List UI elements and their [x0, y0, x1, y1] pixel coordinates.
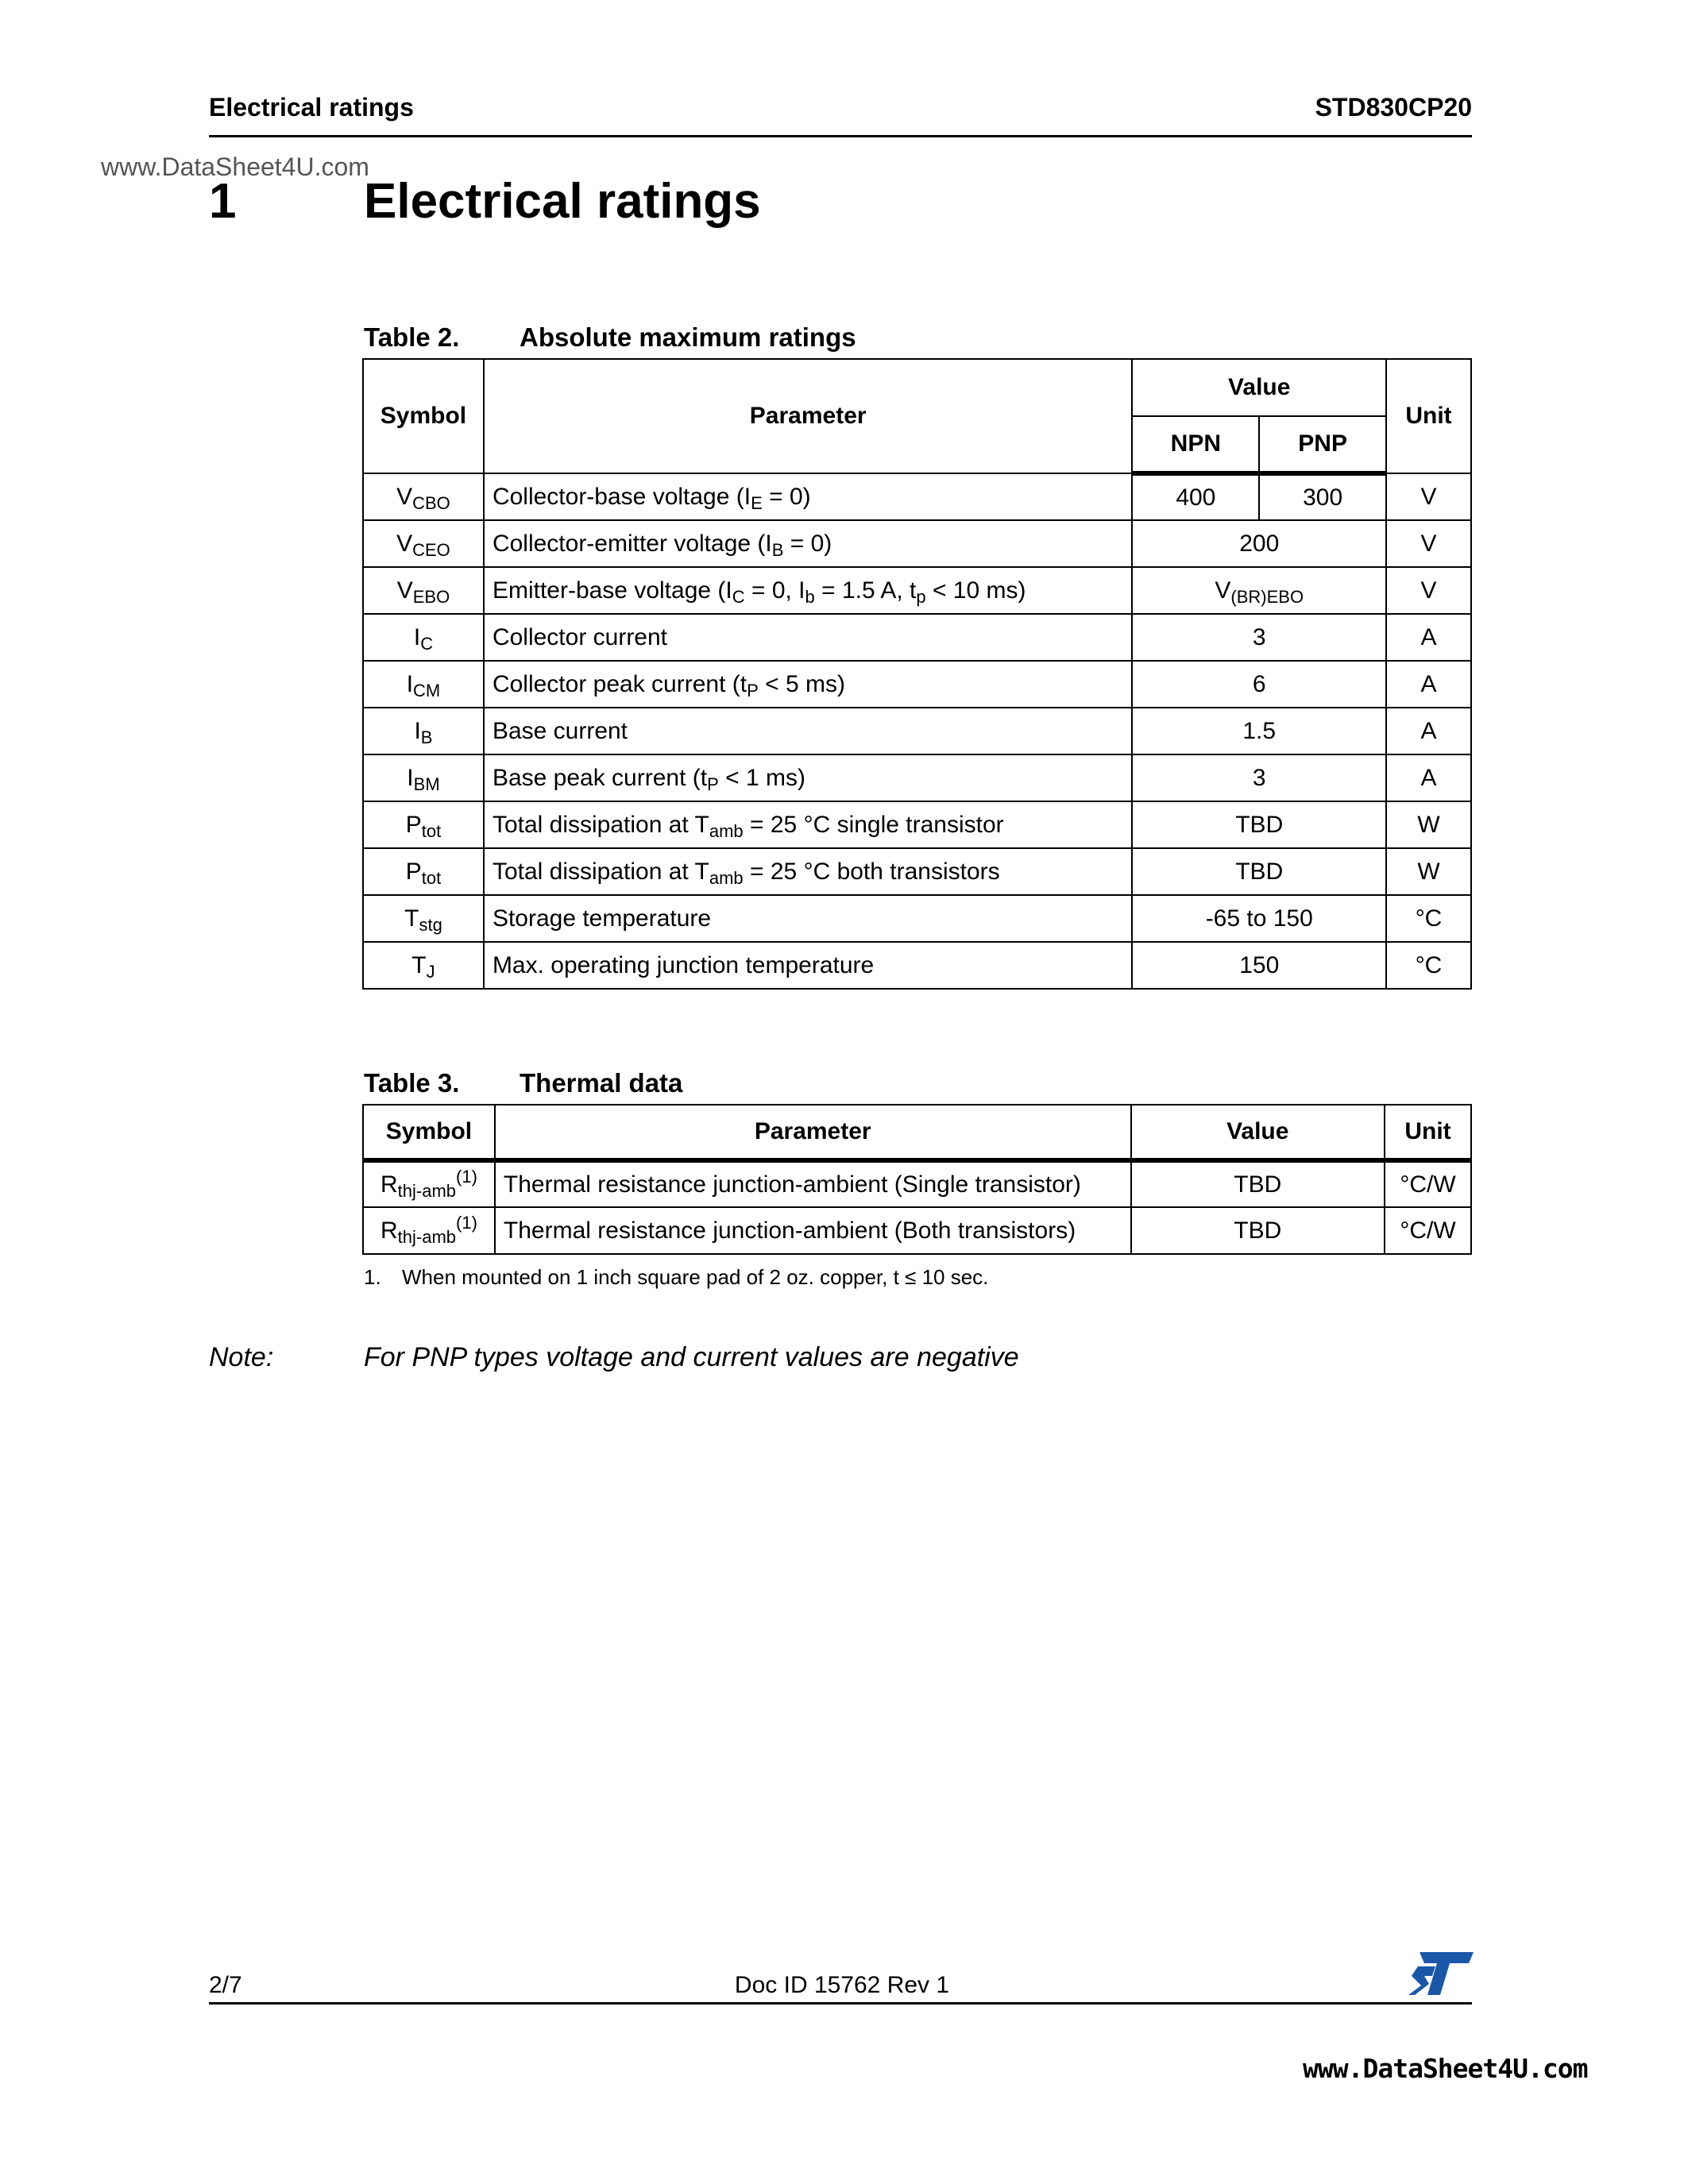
parameter-cell [484, 708, 1133, 754]
symbol-main: V [396, 483, 413, 510]
running-header-section: Electrical ratings [209, 93, 414, 122]
note-label: Note: [209, 1342, 274, 1372]
parameter-subscript: P [747, 680, 759, 700]
header-rule [209, 135, 1472, 137]
value-text: TBD [1235, 811, 1284, 838]
table3-footnote [364, 1265, 988, 1290]
table2-symbol-cell [363, 895, 484, 942]
parameter-cell [484, 942, 1133, 989]
parameter-cell: Thermal resistance junction-ambient (Single transistor) [495, 1160, 1131, 1207]
t3-col-header-symbol: Symbol [363, 1105, 495, 1160]
absolute-max-ratings-table [362, 358, 1472, 990]
parameter-text: Emitter-base voltage (I [492, 577, 732, 604]
table-row [363, 661, 1471, 708]
parameter-text: = 0, I [744, 577, 805, 604]
col-header-unit: Unit [1386, 359, 1471, 473]
symbol-subscript: tot [421, 820, 442, 841]
symbol-subscript: CBO [412, 492, 450, 513]
parameter-cell [484, 520, 1133, 567]
parameter-cell [484, 848, 1133, 895]
table-row [363, 473, 1471, 520]
table2-body [363, 473, 1471, 989]
pnp-value-cell: 300 [1259, 473, 1386, 520]
symbol-subscript: thj-amb [397, 1226, 457, 1247]
doc-id: Doc ID 15762 Rev 1 [734, 1972, 950, 1998]
symbol-main: T [404, 905, 419, 932]
symbol-subscript: BM [413, 774, 440, 794]
note-text: For PNP types voltage and current values are negative [364, 1342, 1019, 1372]
page-number: 2/7 [209, 1972, 242, 1998]
table-row [363, 754, 1471, 801]
value-text: -65 to 150 [1205, 905, 1313, 932]
value-subscript: (BR)EBO [1230, 586, 1304, 607]
t3-col-header-unit: Unit [1385, 1105, 1471, 1160]
unit-cell: °C [1386, 942, 1471, 989]
value-text: V [1215, 577, 1231, 604]
symbol-main: T [411, 951, 427, 978]
thermal-data-table [362, 1104, 1472, 1255]
symbol-main: I [407, 764, 414, 791]
value-cell [1132, 567, 1386, 614]
symbol-subscript: thj-amb [397, 1180, 457, 1201]
table3-symbol-cell [363, 1160, 495, 1207]
parameter-subscript: b [805, 586, 815, 607]
parameter-subscript: p [916, 586, 926, 607]
parameter-text: Total dissipation at T [492, 811, 709, 838]
st-logo-icon [1408, 1952, 1474, 1995]
col-header-value: Value [1132, 359, 1386, 416]
table-row [363, 708, 1471, 754]
parameter-cell [484, 801, 1133, 848]
table2-label: Table 2. [364, 322, 460, 352]
section-title: Electrical ratings [364, 174, 761, 229]
parameter-text: Collector current [492, 623, 668, 650]
value-cell [1132, 801, 1386, 848]
table-row [363, 895, 1471, 942]
parameter-cell: Thermal resistance junction-ambient (Both transistors) [495, 1207, 1131, 1254]
value-cell [1132, 895, 1386, 942]
parameter-text: < 10 ms) [925, 577, 1026, 604]
unit-cell: A [1386, 614, 1471, 661]
symbol-main: I [406, 670, 414, 697]
symbol-main: R [380, 1217, 398, 1244]
table2-symbol-cell [363, 567, 484, 614]
table2-symbol-cell [363, 942, 484, 989]
watermark-top: www.DataSheet4U.com [101, 152, 369, 181]
symbol-main: P [405, 858, 422, 885]
value-cell: TBD [1131, 1207, 1385, 1254]
parameter-cell [484, 661, 1133, 708]
parameter-subscript: C [732, 586, 745, 607]
table2-symbol-cell [363, 801, 484, 848]
symbol-subscript: CEO [412, 539, 450, 560]
footer-rule [209, 2002, 1472, 2005]
table-row [363, 520, 1471, 567]
value-text: 3 [1252, 764, 1266, 791]
table-row [363, 848, 1471, 895]
parameter-text: Storage temperature [492, 905, 712, 932]
symbol-subscript: tot [421, 867, 442, 888]
table2-symbol-cell [363, 661, 484, 708]
col-header-pnp: PNP [1259, 416, 1386, 473]
unit-cell: V [1386, 567, 1471, 614]
table2-title: Absolute maximum ratings [520, 322, 856, 352]
running-header-part-number: STD830CP20 [1315, 93, 1472, 122]
symbol-subscript: stg [419, 914, 442, 935]
value-cell: TBD [1131, 1160, 1385, 1207]
symbol-main: I [413, 623, 421, 650]
unit-cell: A [1386, 661, 1471, 708]
parameter-text: Base current [492, 717, 628, 744]
table2-symbol-cell [363, 520, 484, 567]
parameter-subscript: P [707, 774, 719, 794]
value-cell [1132, 754, 1386, 801]
parameter-text: Total dissipation at T [492, 858, 709, 885]
parameter-text: Collector-emitter voltage (I [492, 530, 772, 557]
footnote-number: 1. [364, 1265, 381, 1289]
table3-title: Thermal data [520, 1068, 683, 1098]
table2-symbol-cell [363, 708, 484, 754]
symbol-main: V [396, 577, 413, 604]
t3-col-header-parameter: Parameter [495, 1105, 1131, 1160]
parameter-text: < 1 ms) [718, 764, 805, 791]
parameter-text: = 25 °C single transistor [743, 811, 1004, 838]
parameter-cell [484, 567, 1133, 614]
table3-symbol-cell [363, 1207, 495, 1254]
unit-cell: W [1386, 848, 1471, 895]
parameter-subscript: E [751, 492, 763, 513]
col-header-parameter: Parameter [484, 359, 1133, 473]
symbol-main: P [405, 811, 422, 838]
parameter-cell [484, 473, 1133, 520]
parameter-cell [484, 754, 1133, 801]
parameter-cell [484, 895, 1133, 942]
value-cell [1132, 848, 1386, 895]
table2-symbol-cell [363, 754, 484, 801]
footnote-text: When mounted on 1 inch square pad of 2 oz. copper, t ≤ 10 sec. [402, 1265, 989, 1289]
value-text: 200 [1239, 530, 1280, 557]
value-cell [1132, 942, 1386, 989]
table-row [363, 942, 1471, 989]
col-header-symbol: Symbol [363, 359, 484, 473]
parameter-subscript: amb [709, 867, 744, 888]
parameter-text: < 5 ms) [758, 670, 845, 697]
table2-symbol-cell [363, 614, 484, 661]
parameter-text: Collector-base voltage (I [492, 483, 751, 510]
col-header-npn: NPN [1132, 416, 1259, 473]
symbol-subscript: EBO [412, 586, 450, 607]
parameter-text: = 1.5 A, t [814, 577, 917, 604]
npn-value-cell: 400 [1132, 473, 1259, 520]
value-cell [1132, 708, 1386, 754]
symbol-footnote-ref: (1) [456, 1212, 477, 1233]
parameter-text: Collector peak current (t [492, 670, 747, 697]
t3-col-header-value: Value [1131, 1105, 1385, 1160]
unit-cell: A [1386, 754, 1471, 801]
st-logo-mark [1408, 1952, 1474, 1995]
value-text: 150 [1239, 951, 1280, 978]
table2-symbol-cell [363, 473, 484, 520]
table-row [363, 1160, 1471, 1207]
symbol-main: R [380, 1171, 398, 1198]
table-row [363, 614, 1471, 661]
symbol-subscript: B [420, 727, 433, 747]
table3-caption [364, 1068, 682, 1098]
value-text: TBD [1235, 858, 1284, 885]
value-text: 3 [1252, 623, 1266, 650]
value-text: 1.5 [1242, 717, 1277, 744]
value-text: 6 [1252, 670, 1266, 697]
unit-cell: W [1386, 801, 1471, 848]
symbol-subscript: CM [413, 680, 441, 700]
table3-label: Table 3. [364, 1068, 460, 1098]
table-row [363, 567, 1471, 614]
parameter-text: = 0) [762, 483, 811, 510]
unit-cell: V [1386, 520, 1471, 567]
symbol-subscript: C [420, 633, 434, 654]
value-cell [1132, 661, 1386, 708]
symbol-footnote-ref: (1) [456, 1166, 477, 1187]
table-row [363, 1207, 1471, 1254]
watermark-bottom: www.DataSheet4U.com [1303, 2053, 1588, 2084]
value-cell [1132, 520, 1386, 567]
parameter-text: Max. operating junction temperature [492, 951, 875, 978]
table-row [363, 801, 1471, 848]
symbol-main: I [414, 717, 421, 744]
value-cell [1132, 614, 1386, 661]
unit-cell: °C/W [1385, 1160, 1471, 1207]
table2-symbol-cell [363, 848, 484, 895]
table2-caption [364, 322, 856, 353]
unit-cell: °C/W [1385, 1207, 1471, 1254]
unit-cell: °C [1386, 895, 1471, 942]
unit-cell: V [1386, 473, 1471, 520]
parameter-cell [484, 614, 1133, 661]
symbol-main: V [396, 530, 413, 557]
parameter-subscript: B [771, 539, 784, 560]
parameter-text: Base peak current (t [492, 764, 708, 791]
table3-body [363, 1160, 1471, 1254]
parameter-text: = 0) [783, 530, 832, 557]
symbol-subscript: J [426, 961, 435, 982]
parameter-subscript: amb [709, 820, 744, 841]
parameter-text: = 25 °C both transistors [743, 858, 1000, 885]
unit-cell: A [1386, 708, 1471, 754]
section-number: 1 [209, 174, 237, 229]
